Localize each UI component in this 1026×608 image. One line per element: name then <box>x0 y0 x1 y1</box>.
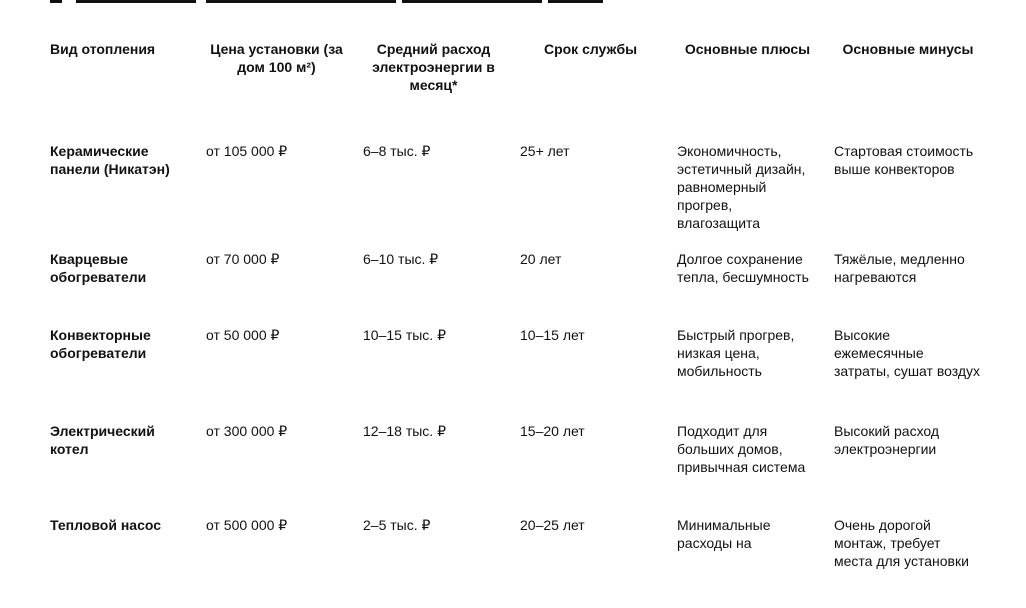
header-heating-type: Вид отопления <box>50 41 156 57</box>
cell-pros: Минимальные расходы на <box>677 517 771 551</box>
cell-cons: Высокие ежемесячные затраты, сушат воздух <box>834 327 981 379</box>
cell-service-life: 20 лет <box>520 251 562 267</box>
cell-install-price: от 105 000 ₽ <box>206 143 288 159</box>
header-monthly-consumption: Средний расход электроэнергии в месяц* <box>372 41 495 93</box>
cell-install-price: от 70 000 ₽ <box>206 251 280 267</box>
header-pros: Основные плюсы <box>684 41 811 57</box>
cell-pros: Быстрый прогрев, низкая цена, мобильность <box>677 327 795 379</box>
cell-heating-type: Конвекторные обогреватели <box>50 327 151 361</box>
cell-heating-type: Электрический котел <box>50 423 155 457</box>
cell-cons: Высокий расход электроэнергии <box>834 423 940 457</box>
table-row <box>42 416 990 510</box>
cell-pros: Долгое сохранение тепла, бесшумность <box>677 251 809 285</box>
cell-install-price: от 50 000 ₽ <box>206 327 280 343</box>
cell-pros: Экономичность, эстетичный дизайн, равномерный прогрев, влагозащита <box>677 143 806 231</box>
clipped-heading-fragment <box>50 0 650 3</box>
cell-monthly-consumption: 6–8 тыс. ₽ <box>363 143 431 159</box>
cell-install-price: от 500 000 ₽ <box>206 517 288 533</box>
cell-service-life: 10–15 лет <box>520 327 585 343</box>
heating-comparison-table <box>42 32 990 592</box>
table-header-row <box>42 32 990 134</box>
cell-monthly-consumption: 12–18 тыс. ₽ <box>363 423 446 439</box>
cell-monthly-consumption: 6–10 тыс. ₽ <box>363 251 439 267</box>
cell-service-life: 20–25 лет <box>520 517 585 533</box>
cell-cons: Тяжёлые, медленно нагреваются <box>834 251 965 285</box>
cell-pros: Подходит для больших домов, привычная система <box>677 423 806 475</box>
cell-cons: Стартовая стоимость выше конвекторов <box>834 143 974 177</box>
header-install-price: Цена установки (за дом 100 м²) <box>210 41 343 75</box>
cell-monthly-consumption: 2–5 тыс. ₽ <box>363 517 431 533</box>
cell-cons: Очень дорогой монтаж, требует места для установки <box>834 517 969 569</box>
table-row <box>42 510 990 592</box>
cell-heating-type: Керамические панели (Никатэн) <box>50 143 170 177</box>
header-service-life: Срок службы <box>543 41 638 57</box>
table-row <box>42 320 990 416</box>
cell-service-life: 25+ лет <box>520 143 570 159</box>
table-row <box>42 134 990 244</box>
cell-heating-type: Тепловой насос <box>50 517 162 533</box>
cell-heating-type: Кварцевые обогреватели <box>50 251 147 285</box>
cell-install-price: от 300 000 ₽ <box>206 423 288 439</box>
header-cons: Основные минусы <box>842 41 974 57</box>
table-row <box>42 244 990 320</box>
cell-monthly-consumption: 10–15 тыс. ₽ <box>363 327 446 343</box>
cell-service-life: 15–20 лет <box>520 423 585 439</box>
